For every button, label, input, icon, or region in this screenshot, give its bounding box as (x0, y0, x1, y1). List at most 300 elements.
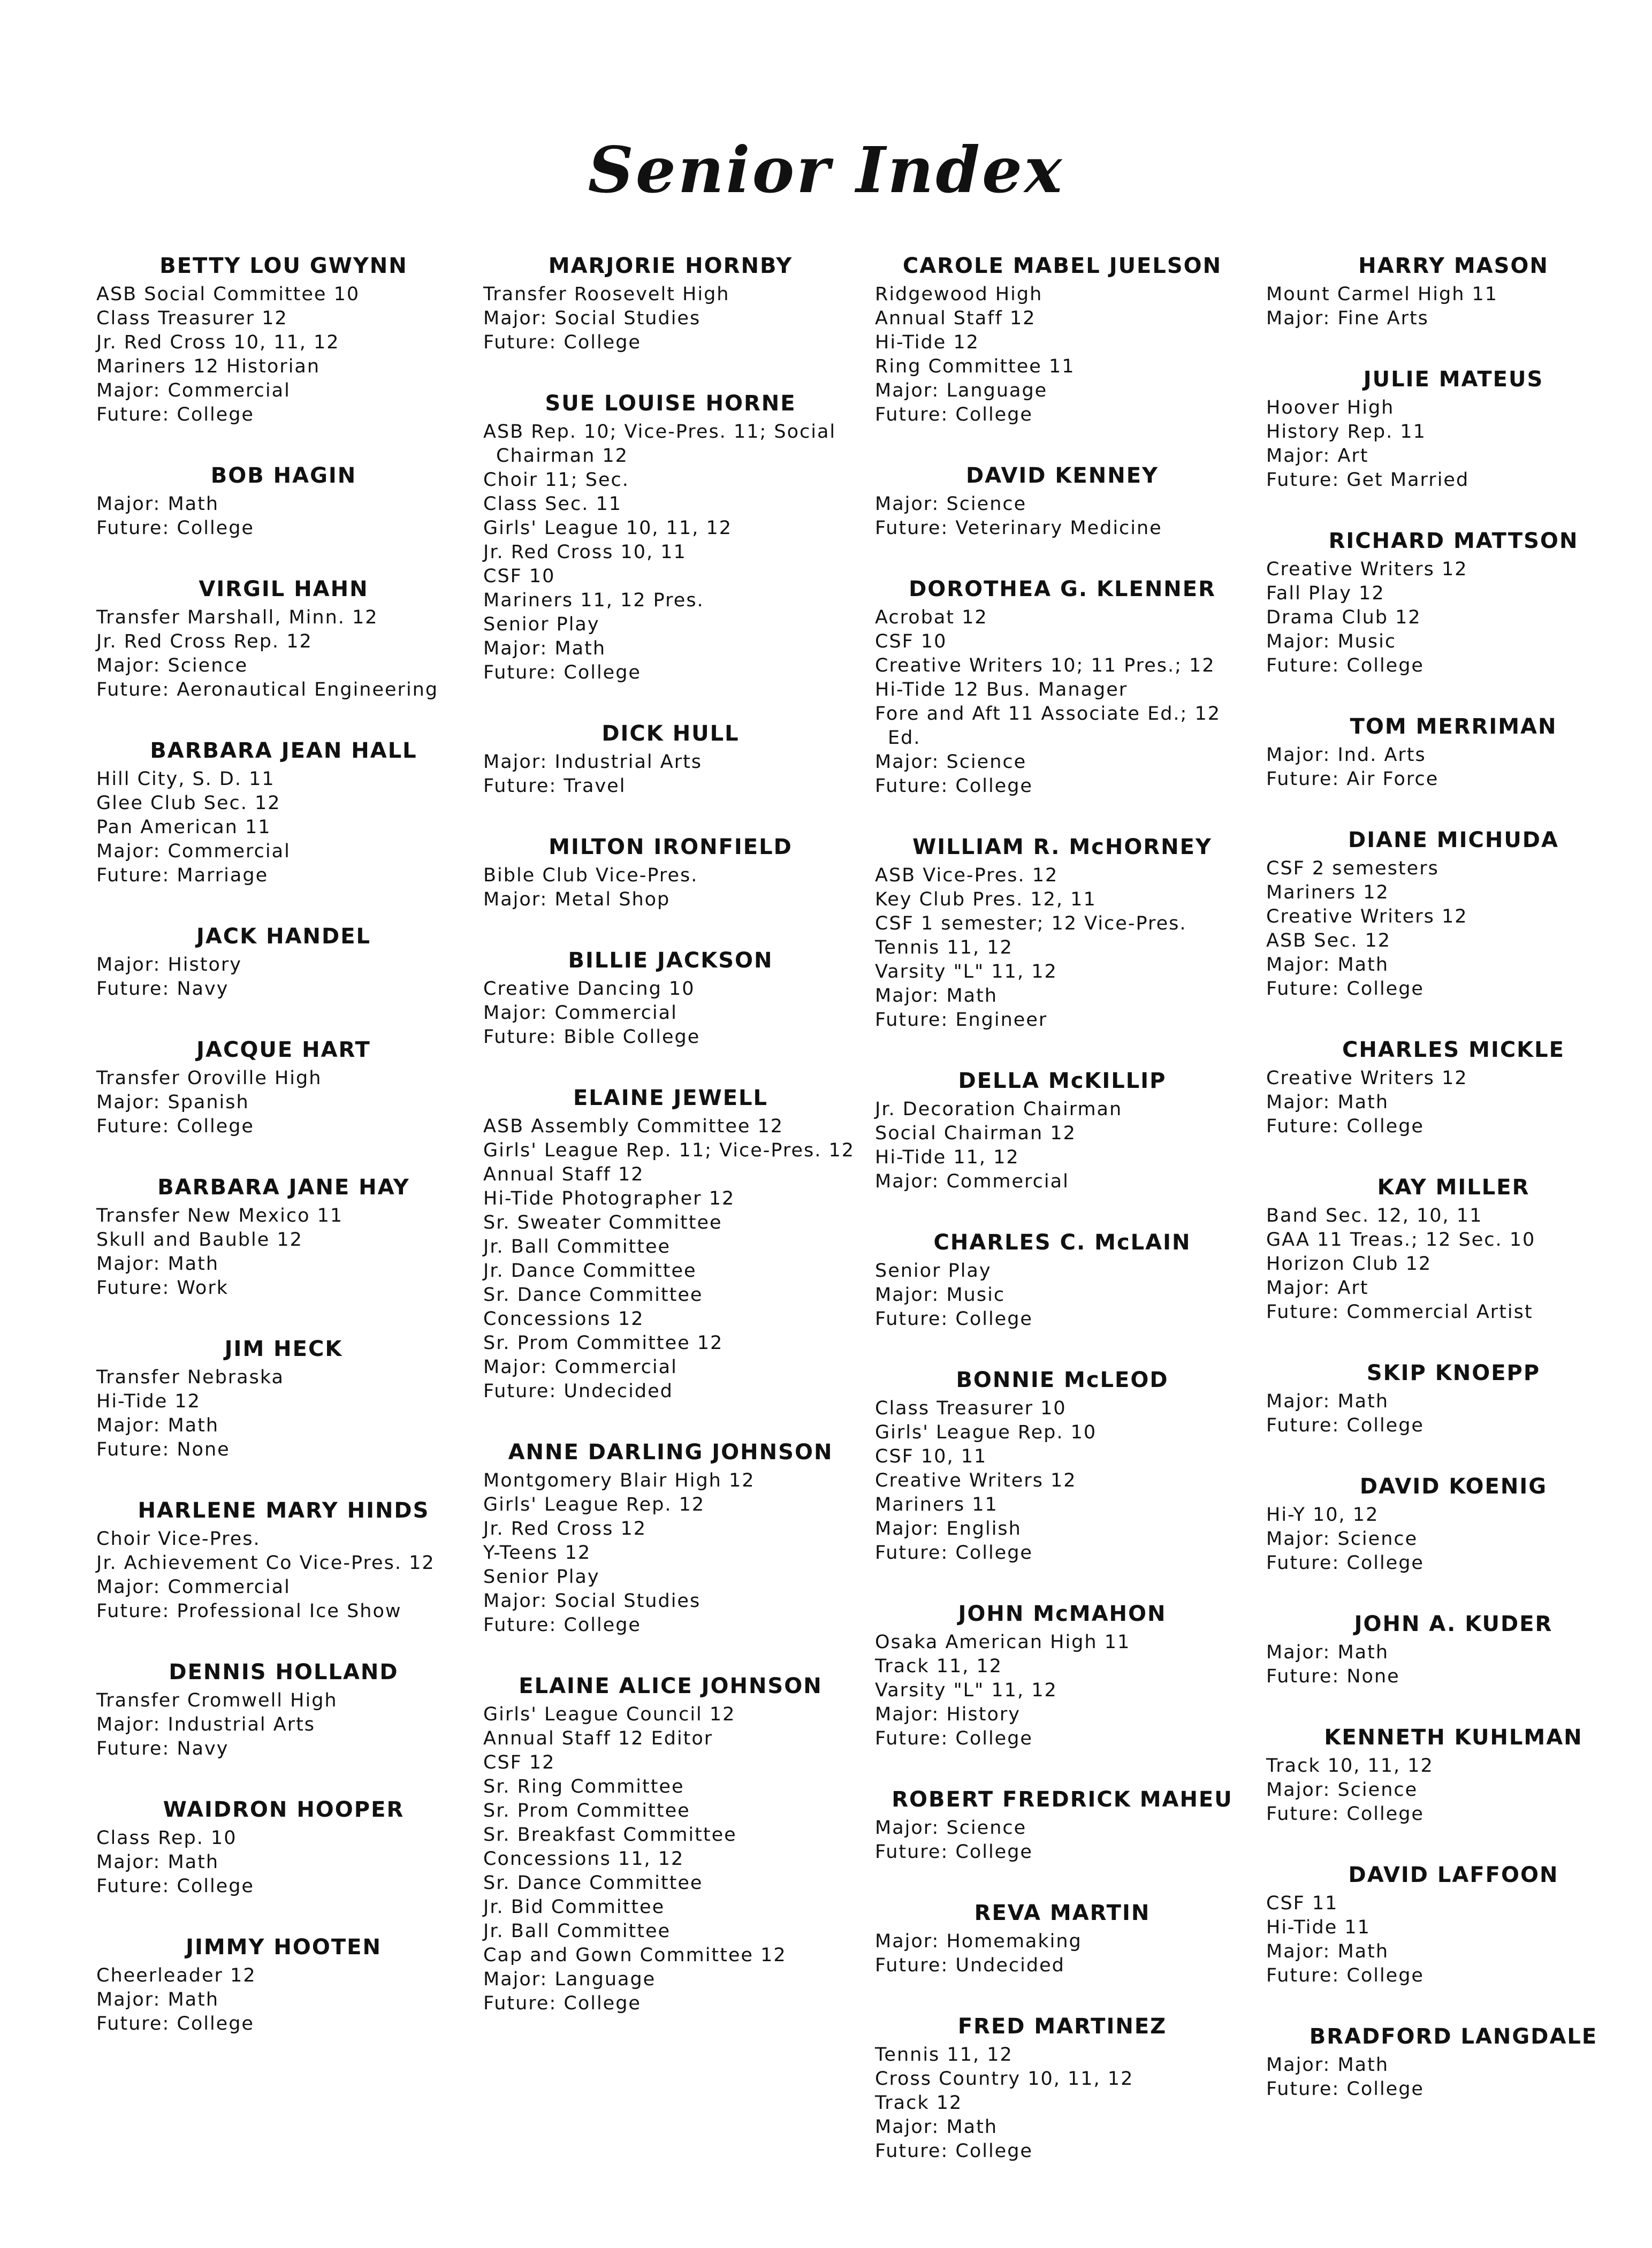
senior-activity-line: Future: Aeronautical Engineering (96, 679, 439, 700)
senior-activity-line: Major: Commercial (483, 1002, 677, 1024)
index-column-2 (483, 250, 858, 2049)
senior-activity-line: Future: College (875, 2140, 1033, 2162)
senior-activity-line: Sr. Breakfast Committee (483, 1824, 737, 1846)
senior-activity-line: Future: Bible College (483, 1026, 701, 1048)
senior-name: JOHN McMAHON (958, 1602, 1167, 1626)
senior-activity-line: Senior Play (483, 1566, 600, 1588)
senior-name: MARJORIE HORNBY (548, 254, 793, 278)
senior-activity-line: Major: Music (1266, 631, 1397, 652)
senior-entry (483, 1437, 858, 1637)
senior-entry (875, 1365, 1250, 1565)
senior-activity-list (1266, 1641, 1641, 1689)
senior-name: SKIP KNOEPP (1366, 1361, 1541, 1385)
senior-activity-line: Social Chairman 12 (875, 1123, 1076, 1144)
senior-activity-line: Fore and Aft 11 Associate Ed.; 12 Ed. (875, 703, 1221, 749)
senior-activity-line: Major: Homemaking (875, 1931, 1082, 1952)
senior-activity-line: Future: College (483, 662, 641, 683)
senior-entry (875, 1227, 1250, 1331)
senior-entry (96, 1657, 471, 1761)
senior-name: WILLIAM R. McHORNEY (912, 835, 1212, 859)
senior-activity-line: Hi-Tide 12 Bus. Manager (875, 679, 1128, 700)
senior-activity-list (875, 1816, 1250, 1864)
senior-activity-line: Cheerleader 12 (96, 1965, 256, 1986)
senior-activity-line: Girls' League 10, 11, 12 (483, 517, 732, 539)
senior-activity-line: Creative Writers 12 (875, 1470, 1077, 1491)
senior-entry (1266, 711, 1641, 791)
senior-activity-line: Major: Language (483, 1969, 656, 1990)
senior-entry (1266, 525, 1641, 678)
senior-activity-line: Hi-Tide 11, 12 (875, 1147, 1019, 1168)
senior-activity-line: Annual Staff 12 Editor (483, 1728, 713, 1749)
senior-activity-list (483, 1703, 858, 2016)
senior-activity-line: ASB Rep. 10; Vice-Pres. 11; Social Chairman 12 (483, 421, 836, 467)
senior-activity-list (96, 606, 471, 702)
senior-activity-line: Major: Math (1266, 2054, 1389, 2076)
senior-name: ANNE DARLING JOHNSON (508, 1440, 833, 1465)
senior-name: DICK HULL (602, 721, 740, 746)
senior-activity-line: Major: Commercial (96, 841, 291, 862)
senior-activity-line: Fall Play 12 (1266, 583, 1385, 604)
senior-name: JULIE MATEUS (1363, 367, 1544, 392)
senior-name: MILTON IRONFIELD (549, 835, 793, 859)
senior-activity-line: Future: College (483, 1614, 641, 1636)
senior-activity-line: Jr. Achievement Co Vice-Pres. 12 (96, 1552, 435, 1574)
senior-activity-line: Major: Art (1266, 445, 1369, 467)
senior-activity-line: Choir 11; Sec. (483, 469, 629, 491)
senior-activity-line: Key Club Pres. 12, 11 (875, 889, 1097, 910)
senior-activity-list (96, 1204, 471, 1300)
senior-activity-line: ASB Assembly Committee 12 (483, 1116, 784, 1137)
senior-activity-line: Class Rep. 10 (96, 1827, 237, 1849)
senior-activity-line: Class Sec. 11 (483, 493, 622, 515)
senior-activity-list (875, 864, 1250, 1032)
senior-activity-line: Future: College (96, 2013, 254, 2034)
senior-activity-line: Ring Committee 11 (875, 356, 1075, 377)
senior-activity-line: Jr. Dance Committee (483, 1260, 697, 1282)
senior-activity-line: Skull and Bauble 12 (96, 1229, 303, 1251)
senior-activity-line: Major: Math (875, 985, 998, 1007)
senior-activity-list (875, 1930, 1250, 1978)
senior-activity-line: Major: Music (875, 1284, 1006, 1306)
senior-name: BILLIE JACKSON (568, 948, 773, 973)
senior-activity-line: Future: College (1266, 655, 1424, 676)
senior-activity-line: Future: Get Married (1266, 469, 1470, 491)
senior-activity-line: Concessions 11, 12 (483, 1848, 684, 1870)
senior-activity-line: Major: Science (875, 1817, 1027, 1839)
senior-activity-line: Future: College (1266, 1803, 1424, 1825)
senior-name: REVA MARTIN (974, 1901, 1151, 1925)
senior-name: BOB HAGIN (210, 463, 357, 488)
senior-entry (483, 945, 858, 1049)
senior-activity-line: CSF 2 semesters (1266, 858, 1439, 879)
senior-activity-line: Future: College (875, 1728, 1033, 1749)
senior-activity-line: CSF 1 semester; 12 Vice-Pres. (875, 913, 1187, 934)
senior-name: DENNIS HOLLAND (169, 1660, 399, 1685)
senior-activity-list (1266, 1503, 1641, 1575)
senior-activity-list (1266, 283, 1641, 331)
senior-activity-list (1266, 1754, 1641, 1826)
senior-activity-line: Jr. Red Cross 12 (483, 1518, 646, 1540)
senior-entry (96, 1794, 471, 1899)
senior-entry (1266, 825, 1641, 1001)
senior-activity-line: Major: Math (1266, 1941, 1389, 1962)
senior-activity-line: Major: English (875, 1518, 1022, 1540)
senior-activity-line: Girls' League Rep. 12 (483, 1494, 705, 1515)
senior-entry (483, 718, 858, 798)
senior-activity-line: Osaka American High 11 (875, 1632, 1131, 1653)
senior-name: DOROTHEA G. KLENNER (909, 577, 1216, 601)
senior-activity-line: Major: Math (1266, 954, 1389, 976)
senior-activity-line: ASB Social Committee 10 (96, 284, 360, 305)
senior-activity-line: Jr. Ball Committee (483, 1236, 671, 1258)
senior-activity-line: Hi-Tide 12 (875, 332, 979, 353)
senior-activity-line: Major: Industrial Arts (483, 751, 703, 773)
senior-name: BRADFORD LANGDALE (1309, 2024, 1598, 2049)
senior-activity-line: ASB Vice-Pres. 12 (875, 865, 1059, 886)
senior-activity-line: CSF 12 (483, 1752, 555, 1773)
senior-name: JIM HECK (224, 1337, 343, 1361)
senior-activity-line: Transfer Roosevelt High (483, 284, 730, 305)
senior-entry (96, 735, 471, 888)
senior-activity-line: Major: Language (875, 380, 1048, 401)
senior-activity-line: Future: Travel (483, 775, 626, 797)
senior-activity-line: Future: Undecided (483, 1381, 673, 1402)
senior-name: RICHARD MATTSON (1328, 529, 1579, 553)
senior-entry (1266, 1034, 1641, 1139)
senior-activity-line: CSF 10, 11 (875, 1446, 987, 1467)
senior-activity-line: Track 11, 12 (875, 1656, 1003, 1677)
senior-activity-line: Future: None (96, 1439, 230, 1460)
senior-name: DAVID KENNEY (966, 463, 1159, 488)
senior-activity-line: Future: College (875, 1542, 1033, 1564)
senior-activity-line: Major: Ind. Arts (1266, 744, 1426, 766)
senior-activity-line: Major: History (96, 954, 242, 976)
senior-entry (96, 250, 471, 427)
senior-activity-line: Major: Math (96, 1851, 219, 1873)
senior-name: BETTY LOU GWYNN (159, 254, 408, 278)
senior-activity-line: Major: Spanish (96, 1092, 249, 1113)
senior-name: DIANE MICHUDA (1348, 828, 1559, 852)
senior-name: DAVID LAFFOON (1348, 1863, 1559, 1887)
senior-entry (96, 1495, 471, 1624)
senior-entry (1266, 2021, 1641, 2101)
senior-activity-line: Pan American 11 (96, 817, 271, 838)
senior-entry (1266, 1609, 1641, 1689)
senior-activity-line: Jr. Decoration Chairman (875, 1099, 1123, 1120)
senior-activity-line: Major: Metal Shop (483, 889, 671, 910)
senior-entry (96, 460, 471, 540)
senior-entry (875, 832, 1250, 1032)
senior-activity-line: ASB Sec. 12 (1266, 930, 1391, 951)
senior-entry (96, 1932, 471, 2036)
senior-activity-line: Creative Writers 10; 11 Pres.; 12 (875, 655, 1215, 676)
senior-activity-list (875, 1397, 1250, 1565)
senior-entry (1266, 1722, 1641, 1826)
senior-activity-line: Hi-Tide Photographer 12 (483, 1188, 735, 1209)
senior-activity-line: Transfer Oroville High (96, 1068, 322, 1089)
senior-activity-line: Choir Vice-Pres. (96, 1528, 261, 1550)
senior-entry (96, 921, 471, 1001)
senior-activity-line: Ridgewood High (875, 284, 1043, 305)
senior-entry (96, 1333, 471, 1462)
senior-activity-line: Future: Professional Ice Show (96, 1601, 402, 1622)
senior-activity-line: Bible Club Vice-Pres. (483, 865, 698, 886)
senior-name: KENNETH KUHLMAN (1324, 1725, 1583, 1750)
senior-activity-line: Acrobat 12 (875, 607, 988, 628)
senior-activity-line: Major: Math (96, 1989, 219, 2010)
senior-activity-list (875, 283, 1250, 427)
senior-activity-line: Jr. Red Cross Rep. 12 (96, 631, 313, 652)
senior-activity-list (483, 977, 858, 1049)
senior-name: WAIDRON HOOPER (163, 1797, 405, 1822)
senior-activity-line: Major: Math (1266, 1391, 1389, 1412)
senior-activity-line: Major: Math (1266, 1092, 1389, 1113)
senior-activity-line: Major: Science (96, 655, 248, 676)
senior-name: ROBERT FREDRICK MAHEU (892, 1787, 1233, 1812)
senior-activity-line: Class Treasurer 12 (96, 308, 288, 329)
senior-name: BARBARA JANE HAY (157, 1175, 410, 1200)
senior-entry (483, 832, 858, 912)
senior-activity-line: Jr. Red Cross 10, 11 (483, 542, 687, 563)
senior-activity-line: Major: Commercial (483, 1357, 677, 1378)
senior-activity-list (96, 492, 471, 540)
senior-entry (1266, 250, 1641, 331)
senior-activity-list (875, 1630, 1250, 1751)
senior-activity-line: CSF 10 (483, 566, 555, 587)
senior-activity-line: Future: College (1266, 1552, 1424, 1574)
senior-entry (96, 574, 471, 702)
senior-name: FRED MARTINEZ (957, 2014, 1167, 2039)
senior-activity-line: Sr. Dance Committee (483, 1872, 703, 1894)
senior-activity-line: Future: College (96, 1876, 254, 1897)
senior-activity-list (96, 767, 471, 888)
senior-activity-line: Future: Navy (96, 1738, 229, 1759)
senior-activity-line: Creative Writers 12 (1266, 1068, 1468, 1089)
senior-activity-line: Transfer Nebraska (96, 1367, 284, 1388)
senior-activity-list (483, 420, 858, 685)
senior-activity-line: Transfer Marshall, Minn. 12 (96, 607, 378, 628)
senior-activity-line: Girls' League Council 12 (483, 1704, 736, 1725)
senior-activity-line: Band Sec. 12, 10, 11 (1266, 1205, 1483, 1226)
senior-activity-line: Hoover High (1266, 397, 1395, 418)
senior-activity-line: Major: Industrial Arts (96, 1714, 316, 1735)
senior-activity-line: Major: Commercial (875, 1171, 1069, 1192)
senior-name: KAY MILLER (1377, 1175, 1530, 1200)
senior-activity-line: Jr. Ball Committee (483, 1921, 671, 1942)
senior-activity-line: Girls' League Rep. 11; Vice-Pres. 12 (483, 1140, 855, 1161)
senior-activity-line: Creative Writers 12 (1266, 559, 1468, 580)
senior-activity-line: Varsity "L" 11, 12 (875, 1680, 1057, 1701)
senior-activity-line: Class Treasurer 10 (875, 1398, 1067, 1419)
senior-activity-list (1266, 558, 1641, 678)
senior-activity-list (1266, 1390, 1641, 1438)
senior-activity-line: Mariners 11, 12 Pres. (483, 590, 704, 611)
senior-entry (483, 1083, 858, 1404)
senior-activity-list (96, 1527, 471, 1624)
senior-activity-line: Annual Staff 12 (875, 308, 1036, 329)
senior-activity-list (1266, 1204, 1641, 1324)
senior-activity-line: Hi-Y 10, 12 (1266, 1504, 1379, 1526)
senior-activity-line: Y-Teens 12 (483, 1542, 591, 1564)
senior-activity-list (1266, 743, 1641, 791)
senior-entry (483, 1671, 858, 2016)
senior-activity-line: Major: Social Studies (483, 1590, 701, 1612)
senior-name: JACQUE HART (196, 1038, 371, 1062)
senior-name: CHARLES MICKLE (1342, 1038, 1565, 1062)
senior-activity-line: Annual Staff 12 (483, 1164, 644, 1185)
senior-activity-list (1266, 1892, 1641, 1988)
senior-entry (483, 388, 858, 685)
senior-activity-line: Jr. Red Cross 10, 11, 12 (96, 332, 340, 353)
senior-activity-line: Glee Club Sec. 12 (96, 792, 281, 814)
senior-entry (1266, 1172, 1641, 1324)
senior-activity-line: Mariners 12 Historian (96, 356, 321, 377)
senior-activity-list (1266, 1066, 1641, 1139)
senior-entry (875, 250, 1250, 427)
senior-name: JOHN A. KUDER (1354, 1612, 1553, 1636)
senior-entry (875, 1898, 1250, 1978)
senior-entry (96, 1172, 471, 1300)
senior-activity-line: Drama Club 12 (1266, 607, 1421, 628)
senior-name: DAVID KOENIG (1359, 1474, 1548, 1499)
senior-activity-line: Future: College (96, 1116, 254, 1137)
senior-activity-line: Creative Writers 12 (1266, 906, 1468, 927)
index-column-4 (1266, 250, 1641, 2135)
senior-name: HARRY MASON (1358, 254, 1549, 278)
senior-entry (1266, 1471, 1641, 1575)
senior-activity-line: Major: Art (1266, 1277, 1369, 1299)
page-title: Senior Index (588, 133, 1064, 207)
senior-activity-line: Major: Math (96, 493, 219, 515)
index-column-1 (96, 250, 471, 2069)
senior-entry (875, 574, 1250, 798)
senior-activity-line: Tennis 11, 12 (875, 2044, 1013, 2066)
senior-activity-line: Future: Commercial Artist (1266, 1301, 1533, 1323)
senior-activity-line: Transfer New Mexico 11 (96, 1205, 344, 1226)
senior-activity-line: Jr. Bid Committee (483, 1896, 665, 1918)
senior-entry (96, 1034, 471, 1139)
senior-activity-line: Girls' League Rep. 10 (875, 1422, 1097, 1443)
senior-entry (875, 1065, 1250, 1194)
senior-activity-line: GAA 11 Treas.; 12 Sec. 10 (1266, 1229, 1536, 1251)
senior-activity-line: Sr. Prom Committee 12 (483, 1332, 724, 1354)
senior-activity-line: Hi-Tide 12 (96, 1391, 201, 1412)
senior-name: VIRGIL HAHN (199, 577, 369, 601)
senior-activity-line: Future: None (1266, 1666, 1400, 1687)
senior-activity-line: Hi-Tide 11 (1266, 1917, 1371, 1938)
senior-activity-line: Concessions 12 (483, 1308, 644, 1330)
senior-activity-list (96, 1826, 471, 1899)
senior-activity-line: Mount Carmel High 11 (1266, 284, 1498, 305)
senior-activity-list (875, 492, 1250, 540)
senior-activity-line: Mariners 11 (875, 1494, 998, 1515)
senior-activity-list (96, 1066, 471, 1139)
senior-activity-line: Senior Play (875, 1260, 992, 1282)
senior-activity-line: Future: College (96, 404, 254, 425)
senior-entry (875, 460, 1250, 540)
senior-activity-line: Creative Dancing 10 (483, 978, 695, 1000)
senior-entry (483, 250, 858, 355)
senior-activity-line: Future: College (483, 1993, 641, 2014)
senior-activity-line: Future: College (875, 1841, 1033, 1863)
senior-name: CHARLES C. McLAIN (933, 1230, 1191, 1255)
senior-activity-line: Future: Marriage (96, 865, 269, 886)
senior-activity-line: Mariners 12 (1266, 882, 1389, 903)
senior-name: JIMMY HOOTEN (186, 1935, 382, 1960)
senior-entry (1266, 1358, 1641, 1438)
senior-activity-line: Major: Math (875, 2116, 998, 2138)
senior-activity-line: Tennis 11, 12 (875, 937, 1013, 958)
senior-activity-line: Cross Country 10, 11, 12 (875, 2068, 1134, 2090)
senior-activity-list (96, 1689, 471, 1761)
senior-activity-line: Future: Veterinary Medicine (875, 517, 1162, 539)
senior-name: DELLA McKILLIP (958, 1069, 1167, 1093)
senior-activity-line: Senior Play (483, 614, 600, 635)
senior-activity-line: Future: College (96, 517, 254, 539)
senior-activity-line: Major: History (875, 1704, 1021, 1725)
senior-activity-line: Sr. Sweater Committee (483, 1212, 722, 1233)
senior-activity-list (483, 1115, 858, 1404)
senior-activity-list (483, 750, 858, 798)
senior-activity-list (875, 1098, 1250, 1194)
senior-activity-line: Future: Undecided (875, 1955, 1065, 1976)
senior-activity-list (483, 1469, 858, 1637)
senior-activity-line: Hill City, S. D. 11 (96, 768, 275, 790)
senior-activity-line: Future: College (1266, 1116, 1424, 1137)
senior-activity-line: Major: Science (1266, 1779, 1418, 1801)
senior-activity-line: Varsity "L" 11, 12 (875, 961, 1057, 982)
senior-activity-line: Major: Science (875, 751, 1027, 773)
index-column-3 (875, 250, 1250, 2197)
senior-activity-line: Major: Fine Arts (1266, 308, 1429, 329)
senior-activity-line: Sr. Ring Committee (483, 1776, 684, 1797)
senior-activity-list (875, 2043, 1250, 2163)
senior-activity-line: Transfer Cromwell High (96, 1690, 338, 1711)
senior-activity-line: Future: College (483, 332, 641, 353)
senior-activity-line: Major: Commercial (96, 380, 291, 401)
senior-activity-line: Future: Air Force (1266, 768, 1439, 790)
senior-activity-line: Montgomery Blair High 12 (483, 1470, 755, 1491)
senior-activity-line: Major: Science (875, 493, 1027, 515)
senior-entry (875, 1784, 1250, 1864)
senior-activity-line: Horizon Club 12 (1266, 1253, 1432, 1275)
senior-name: ELAINE ALICE JOHNSON (519, 1674, 823, 1698)
senior-name: HARLENE MARY HINDS (138, 1498, 430, 1523)
senior-activity-line: Major: Math (96, 1253, 219, 1275)
senior-name: SUE LOUISE HORNE (545, 391, 796, 416)
senior-activity-list (1266, 857, 1641, 1001)
senior-activity-line: Track 10, 11, 12 (1266, 1755, 1434, 1777)
senior-activity-line: Future: Navy (96, 978, 229, 1000)
senior-entry (875, 2011, 1250, 2163)
senior-entry (875, 1598, 1250, 1751)
senior-activity-line: Future: College (875, 775, 1033, 797)
senior-activity-line: CSF 11 (1266, 1893, 1338, 1914)
senior-name: TOM MERRIMAN (1350, 714, 1557, 739)
senior-activity-line: Track 12 (875, 2092, 963, 2114)
senior-activity-line: Cap and Gown Committee 12 (483, 1945, 787, 1966)
senior-name: BONNIE McLEOD (956, 1368, 1169, 1392)
senior-activity-list (96, 953, 471, 1001)
senior-activity-list (483, 283, 858, 355)
senior-name: BARBARA JEAN HALL (150, 738, 417, 763)
senior-entry (1266, 1860, 1641, 1988)
senior-activity-line: Major: Math (483, 638, 606, 659)
senior-activity-line: Future: College (1266, 2078, 1424, 2100)
senior-activity-line: CSF 10 (875, 631, 947, 652)
senior-activity-line: Major: Commercial (96, 1576, 291, 1598)
senior-name: CAROLE MABEL JUELSON (902, 254, 1222, 278)
